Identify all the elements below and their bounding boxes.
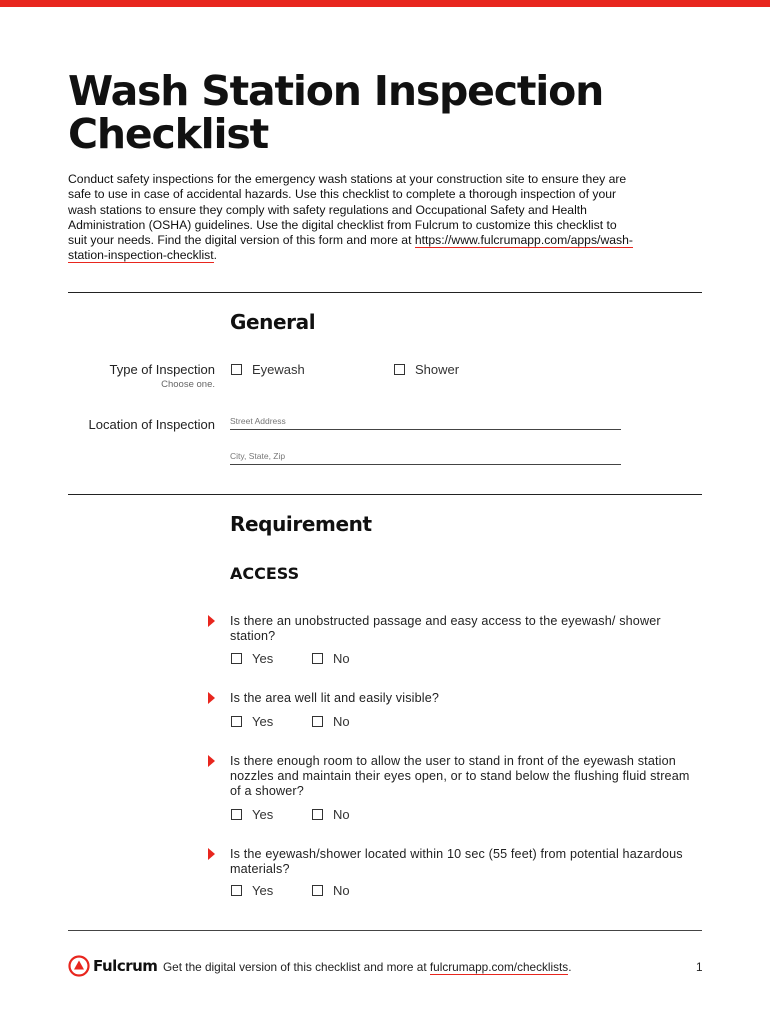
footer-link[interactable]: fulcrumapp.com/checklists — [429, 960, 569, 974]
question-bullet-icon — [208, 615, 215, 627]
question-bullet-icon — [208, 692, 215, 704]
no-label: No — [333, 807, 350, 822]
question-4-no-option[interactable] — [312, 883, 350, 898]
question-4-yes-checkbox[interactable] — [231, 885, 242, 896]
page-number: 1 — [696, 960, 703, 974]
question-3-no-checkbox[interactable] — [312, 809, 323, 820]
section-divider — [68, 292, 702, 293]
access-subheading: ACCESS — [230, 564, 300, 583]
type-of-inspection-label: Type of Inspection — [109, 362, 215, 377]
question-1-yes-option[interactable] — [231, 651, 273, 666]
intro-link[interactable]: https://www.fulcrumapp.com/apps/wash-station-inspection-checklist — [68, 233, 633, 263]
question-3-text: Is there enough room to allow the user to stand in front of the eyewash station nozzles and maintain their eyes open, or to stand below the flushing fluid stream of a shower? — [230, 754, 690, 798]
location-of-inspection-label: Location of Inspection — [88, 417, 215, 432]
question-1-no-option[interactable] — [312, 651, 350, 666]
question-2-text: Is the area well lit and easily visible? — [230, 691, 440, 705]
intro-text: Conduct safety inspections for the emergency wash stations at your construction site to ensure they are safe to use in case of accidental hazards. Use this checklist to complete a thorough inspection of your wash stations to ensure they comply with safety regulations and Occupational Safety and Health Administration (OSHA) guidelines. Use the digital checklist from Fulcrum to customize this checklist to suit your needs. Find the digital version of this form and more at — [68, 172, 627, 248]
fulcrum-logo-icon — [68, 955, 90, 977]
section-divider — [68, 494, 702, 495]
document-title: Wash Station Inspection Checklist — [68, 67, 604, 158]
intro-paragraph — [68, 172, 638, 264]
question-bullet-icon — [208, 848, 215, 860]
question-4-no-checkbox[interactable] — [312, 885, 323, 896]
question-4-yes-option[interactable] — [231, 883, 273, 898]
question-1-yes-checkbox[interactable] — [231, 653, 242, 664]
footer-period: . — [568, 960, 572, 974]
question-1-no-checkbox[interactable] — [312, 653, 323, 664]
question-2-no-checkbox[interactable] — [312, 716, 323, 727]
question-bullet-icon — [208, 755, 215, 767]
top-accent-bar — [0, 0, 770, 7]
eyewash-option[interactable] — [231, 362, 305, 377]
street-address-field[interactable]: Street Address — [230, 415, 621, 430]
fulcrum-logo — [68, 955, 157, 977]
question-2-yes-option[interactable] — [231, 714, 273, 729]
no-label: No — [333, 714, 350, 729]
yes-label: Yes — [252, 883, 274, 898]
no-label: No — [333, 883, 350, 898]
shower-checkbox[interactable] — [394, 364, 405, 375]
question-3-no-option[interactable] — [312, 807, 350, 822]
fulcrum-logo-text: Fulcrum — [93, 957, 158, 975]
general-heading: General — [230, 310, 316, 334]
footer-note-text: Get the digital version of this checklist and more at — [163, 960, 427, 974]
shower-label: Shower — [415, 362, 460, 377]
no-label: No — [333, 651, 350, 666]
footer-divider — [68, 930, 702, 931]
yes-label: Yes — [252, 714, 274, 729]
city-state-zip-field[interactable]: City, State, Zip — [230, 450, 621, 465]
type-of-inspection-hint: Choose one. — [161, 379, 215, 390]
intro-period: . — [213, 248, 218, 263]
question-3-yes-checkbox[interactable] — [231, 809, 242, 820]
eyewash-checkbox[interactable] — [231, 364, 242, 375]
question-2-no-option[interactable] — [312, 714, 350, 729]
question-1-text: Is there an unobstructed passage and easy access to the eyewash/ shower station? — [230, 614, 661, 643]
eyewash-label: Eyewash — [252, 362, 305, 377]
yes-label: Yes — [252, 807, 274, 822]
question-3-yes-option[interactable] — [231, 807, 273, 822]
yes-label: Yes — [252, 651, 274, 666]
shower-option[interactable] — [394, 362, 459, 377]
question-2-yes-checkbox[interactable] — [231, 716, 242, 727]
requirement-heading: Requirement — [230, 512, 372, 536]
question-4-text: Is the eyewash/shower located within 10 sec (55 feet) from potential hazardous materials? — [230, 847, 683, 876]
footer-note — [163, 960, 572, 974]
